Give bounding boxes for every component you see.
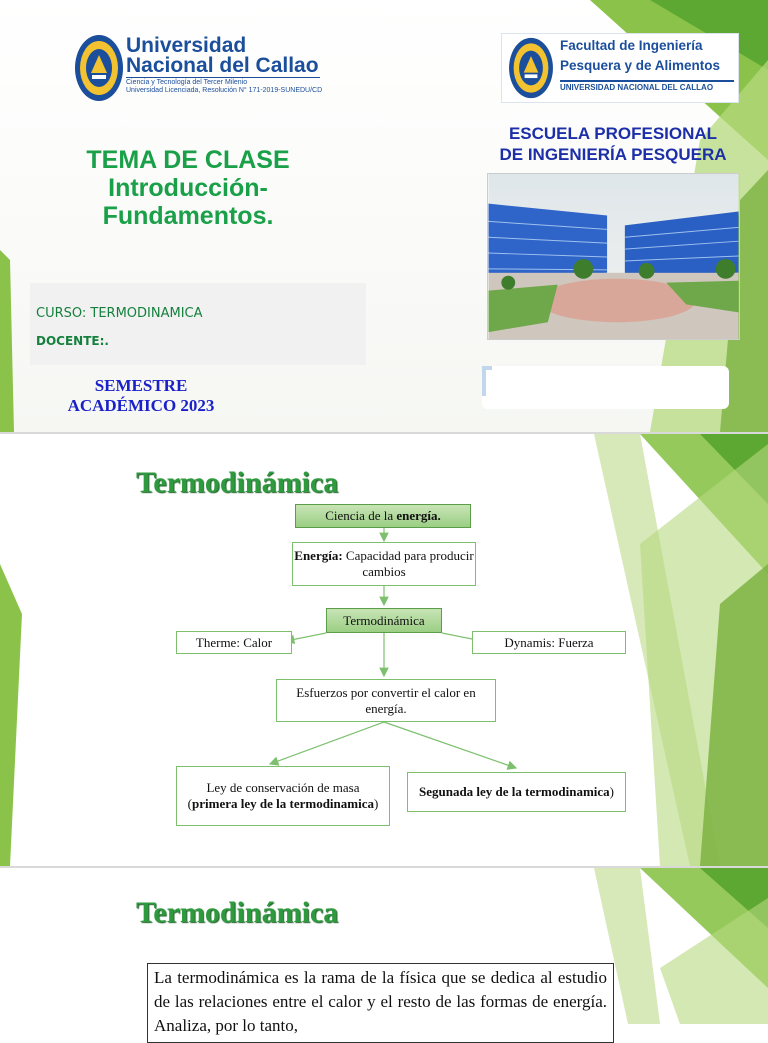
class-topic: [40, 146, 336, 230]
faculty-logo: [501, 33, 739, 103]
campus-photo: [487, 173, 740, 340]
definition-paragraph: La termodinámica es la rama de la física que se dedica al estudio de las relaciones entre el calor y el resto de las formas de energía. Analiza, por lo tanto,: [147, 963, 614, 1043]
university-name: Universidad Nacional del Callao: [126, 34, 319, 77]
box-termodinamica: Termodinámica: [326, 608, 442, 633]
slide-title: Termodinámica: [136, 896, 339, 929]
topic-line-2: Introducción-: [108, 174, 268, 202]
teacher-label: DOCENTE:.: [36, 334, 109, 348]
box-segunda-ley: Segunada ley de la termodinamica): [407, 772, 626, 812]
blank-box: [482, 366, 729, 409]
course-label: CURSO: TERMODINAMICA: [36, 306, 203, 321]
university-subtitle: Ciencia y Tecnología del Tercer Milenio Universidad Licenciada, Resolución N° 171-2019-SUNEDU/CD: [126, 79, 323, 94]
faculty-line-1: Facultad de Ingeniería: [560, 38, 703, 53]
slide-title: Termodinámica: [136, 466, 339, 499]
slide-2: [0, 434, 768, 866]
school-name: ESCUELA PROFESIONAL DE INGENIERÍA PESQUERA: [499, 124, 727, 164]
faculty-band: [560, 80, 734, 82]
box-therme: Therme: Calor: [176, 631, 292, 654]
topic-heading: TEMA DE CLASE: [86, 146, 290, 174]
faculty-university: UNIVERSIDAD NACIONAL DEL CALLAO: [560, 83, 714, 92]
slide-1: [0, 0, 768, 432]
university-rule: [126, 77, 320, 78]
box-ciencia: Ciencia de la energía.: [295, 504, 471, 528]
box-energia: Energía: Capacidad para producir cambios: [292, 542, 476, 586]
topic-line-3: Fundamentos.: [102, 202, 274, 230]
corner-bracket: [482, 366, 492, 396]
box-dynamis: Dynamis: Fuerza: [472, 631, 626, 654]
box-esfuerzos: Esfuerzos por convertir el calor en energía.: [276, 679, 496, 722]
semester: SEMESTRE ACADÉMICO 2023: [67, 376, 215, 415]
university-seal-icon: [74, 33, 124, 103]
faculty-line-2: Pesquera y de Alimentos: [560, 58, 721, 73]
course-box: [30, 283, 366, 365]
box-primera-ley: Ley de conservación de masa (primera ley de la termodinamica): [176, 766, 390, 826]
faculty-seal-icon: [508, 36, 554, 100]
